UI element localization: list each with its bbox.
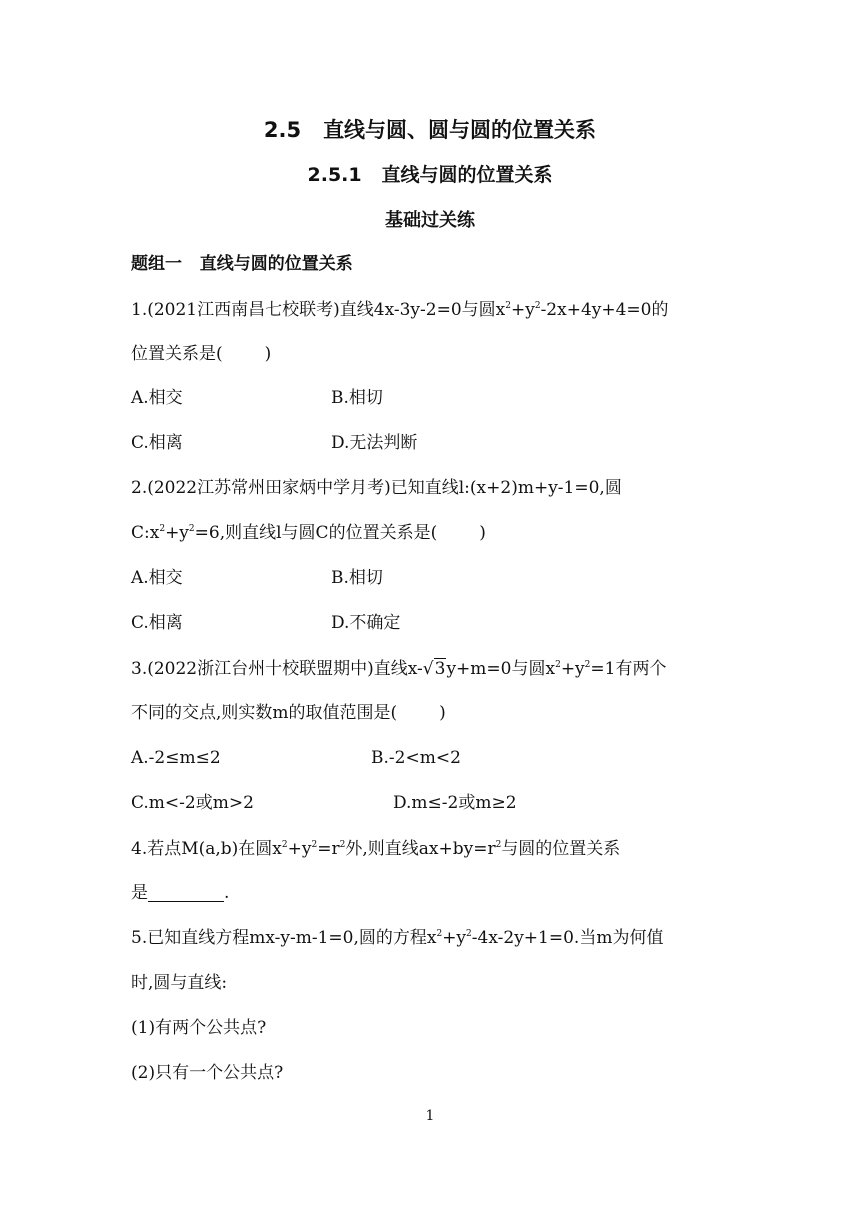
answer-paren-close: ) — [264, 344, 272, 364]
q4-text-d: 外,则直线ax+by=r — [345, 839, 496, 859]
section-heading — [0, 114, 860, 144]
superscript: 2 — [584, 660, 591, 670]
q5-text-a: 5.已知直线方程mx-y-m-1=0,圆的方程x — [131, 928, 437, 948]
level-heading: 基础过关练 — [385, 210, 475, 231]
page-number: 1 — [425, 1108, 435, 1124]
q1-option-b: B.相切 — [331, 388, 383, 408]
group-title: 直线与圆的位置关系 — [199, 254, 353, 274]
superscript: 2 — [495, 840, 502, 850]
q3-text-c: +y — [560, 659, 585, 679]
q1-text-b: +y — [510, 300, 535, 320]
sqrt-radicand: 3 — [434, 659, 446, 679]
q1-option-a: A.相交 — [131, 388, 183, 408]
group-label: 题组一 — [131, 254, 182, 274]
q5-text-c: -4x-2y+1=0.当m为何值 — [471, 928, 664, 948]
q2-text-b: +y — [165, 523, 189, 543]
q3-text-d: =1有两个 — [590, 659, 667, 679]
q3-option-d: D.m≤-2或m≥2 — [393, 793, 517, 813]
q2-option-d: D.不确定 — [331, 613, 401, 633]
q2-option-a: A.相交 — [131, 568, 183, 588]
q4-text-a: 4.若点M(a,b)在圆x — [131, 839, 282, 859]
subsection-heading — [0, 160, 860, 187]
superscript: 2 — [466, 929, 472, 939]
q4-text-b: +y — [287, 839, 312, 859]
superscript: 2 — [534, 301, 541, 311]
q4-text-c: =r — [317, 839, 340, 859]
q3-text-e: 不同的交点,则实数m的取值范围是( — [131, 703, 398, 723]
question-1-line-1 — [131, 298, 669, 322]
q3-option-b: B.-2<m<2 — [371, 748, 461, 768]
q2-text-a: C:x — [131, 523, 160, 543]
question-2-line-2 — [131, 521, 486, 545]
superscript: 2 — [436, 929, 443, 939]
answer-blank[interactable] — [148, 883, 224, 902]
q3-option-c: C.m<-2或m>2 — [131, 793, 254, 813]
q4-text-f: 是 — [131, 883, 148, 903]
sqrt-sign: √ — [422, 659, 434, 679]
superscript: 2 — [159, 524, 166, 534]
superscript: 2 — [505, 301, 511, 311]
section-title: 直线与圆、圆与圆的位置关系 — [323, 118, 597, 142]
subsection-title: 直线与圆的位置关系 — [381, 164, 553, 186]
q3-text-a: 3.(2022浙江台州十校联盟期中)直线x- — [131, 659, 423, 679]
group-heading — [131, 252, 353, 276]
question-5-line-2: 时,圆与直线: — [131, 973, 228, 993]
sqrt-expression — [423, 657, 447, 681]
q5-text-b: +y — [442, 928, 467, 948]
q4-period: . — [224, 883, 230, 903]
q2-option-c: C.相离 — [131, 613, 183, 633]
question-5-line-1 — [131, 926, 663, 950]
superscript: 2 — [555, 660, 561, 670]
q2-text-c: =6,则直线l与圆C的位置关系是( — [194, 523, 438, 543]
q4-text-e: 与圆的位置关系 — [501, 839, 621, 859]
superscript: 2 — [188, 524, 195, 534]
q1-option-c: C.相离 — [131, 433, 183, 453]
section-number: 2.5 — [263, 118, 302, 142]
q1-text-c: -2x+4y+4=0的 — [540, 300, 669, 320]
q2-option-b: B.相切 — [331, 568, 383, 588]
subsection-number: 2.5.1 — [307, 164, 362, 186]
answer-paren-close: ) — [479, 523, 486, 543]
question-1-line-2 — [131, 342, 271, 366]
question-5-part-2: (2)只有一个公共点? — [131, 1063, 284, 1083]
question-4-line-2 — [131, 881, 229, 905]
answer-paren-close: ) — [439, 703, 446, 723]
q1-option-d: D.无法判断 — [331, 433, 418, 453]
question-4-line-1 — [131, 837, 620, 861]
superscript: 2 — [339, 840, 346, 850]
q1-text-a: 1.(2021江西南昌七校联考)直线4x-3y-2=0与圆x — [131, 300, 506, 320]
question-5-part-1: (1)有两个公共点? — [131, 1018, 267, 1038]
question-2-line-1: 2.(2022江苏常州田家炳中学月考)已知直线l:(x+2)m+y-1=0,圆 — [131, 478, 622, 498]
superscript: 2 — [281, 840, 288, 850]
q1-text-d: 位置关系是( — [131, 344, 223, 364]
superscript: 2 — [311, 840, 318, 850]
q3-option-a: A.-2≤m≤2 — [131, 748, 221, 768]
q3-text-b: y+m=0与圆x — [446, 659, 556, 679]
question-3-line-2 — [131, 701, 446, 725]
question-3-line-1 — [131, 657, 666, 681]
